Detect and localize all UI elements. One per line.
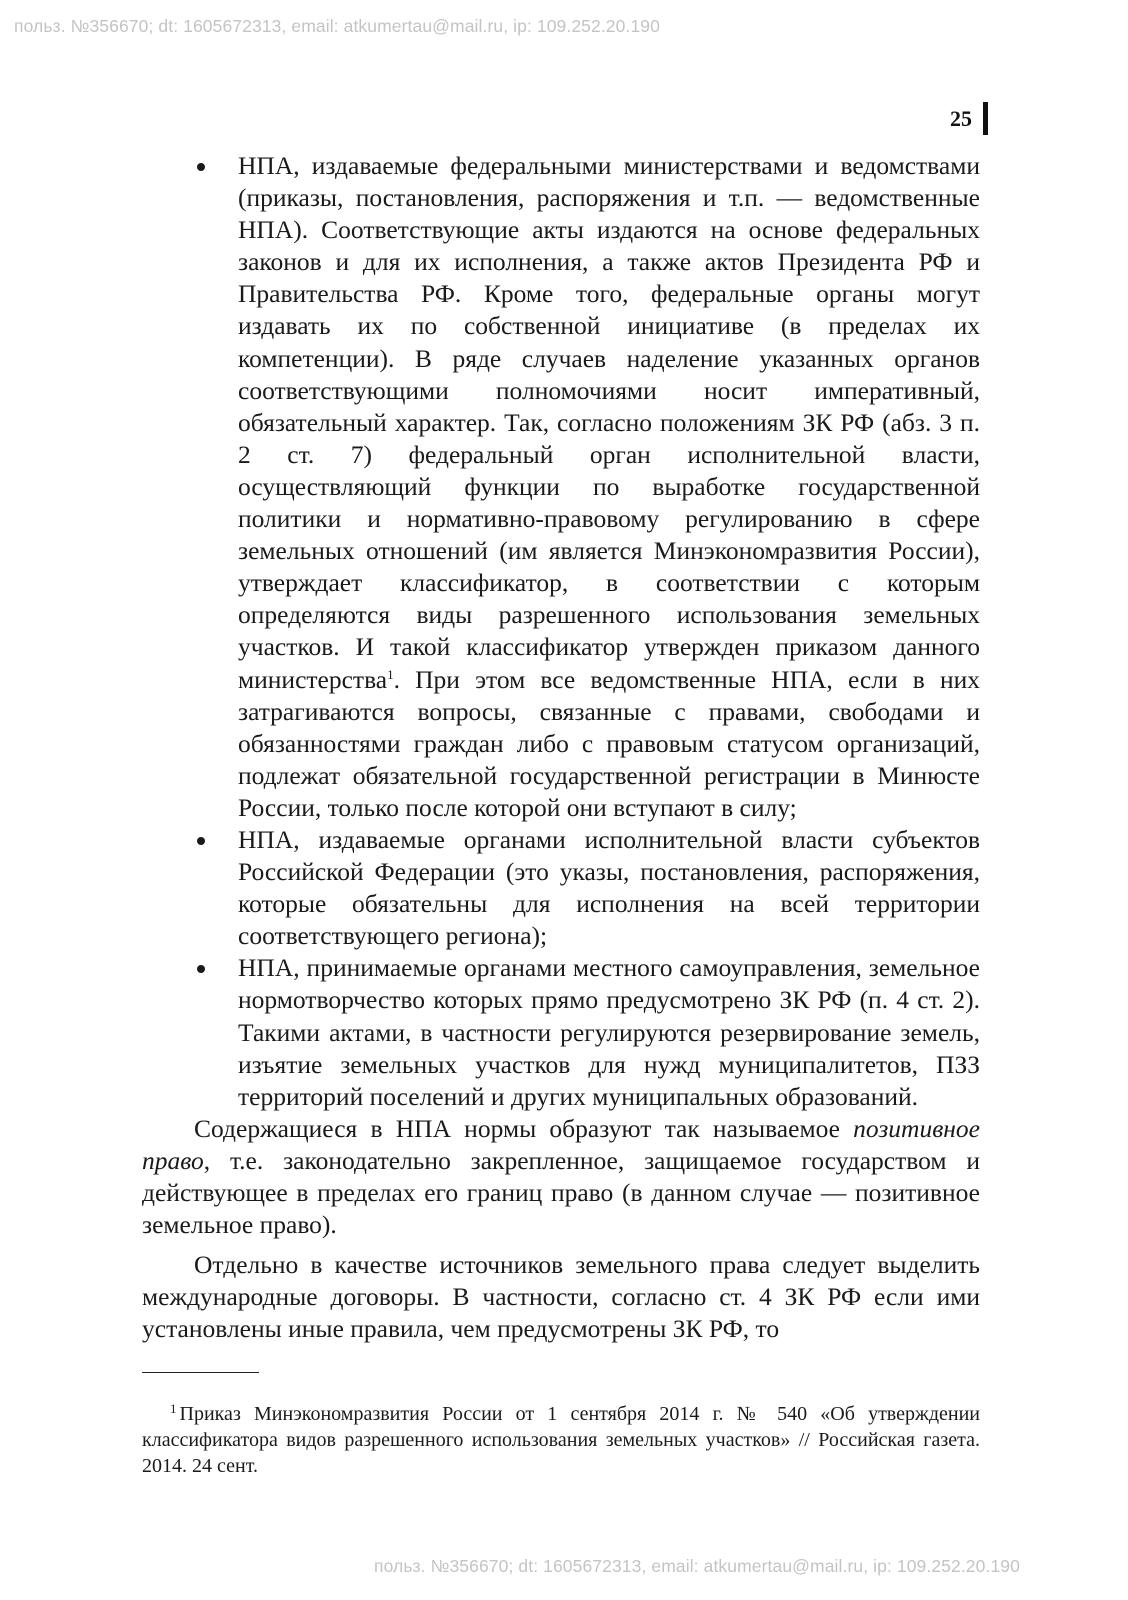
paragraph-text-part: , т.е. законодательно закрепленное, защищаемое государством и действующее в пределах его границ право (в данном случае — позитивное земельное право). (142, 1145, 980, 1240)
bullet-item (142, 150, 980, 824)
main-text (142, 150, 980, 1345)
footnote (142, 1401, 980, 1479)
bullet-item (142, 952, 980, 1112)
bullet-text-part: НПА, издаваемые федеральными министерствами и ведомствами (приказы, постановления, распоряжения и т.п. — ведомственные НПА). Соответствующие акты издаются на основе федеральных законов и для их исполнения, а также актов Президента РФ и Правительства РФ. Кроме того, федеральные органы могут издавать их по собственной инициативе (в пределах их компетенции). В ряде случаев наделение указанных органов соответствующими полномочиями носит императивный, обязательный характер. Так, согласно положениям ЗК РФ (абз. 3 п. 2 ст. 7) федеральный орган исполнительной власти, осуществляющий функции по выработке государственной политики и нормативно-правовому регулированию в сфере земельных отношений (им является Минэкономразвития России), утверждает классификатор, в соответствии с которым определяются виды разрешенного использования земельных участков. И такой классификатор утвержден приказом данного министерства (238, 151, 980, 694)
watermark-bottom: польз. №356670; dt: 1605672313, email: atkumertau@mail.ru, ip: 109.252.20.190 (374, 1556, 1020, 1576)
bullet-icon (197, 837, 205, 845)
bullet-icon (197, 163, 205, 171)
paragraph-text-part: Содержащиеся в НПА нормы образуют так называемое (194, 1113, 854, 1143)
bullet-icon (197, 965, 205, 973)
page-number-bar (983, 102, 988, 135)
bullet-text (238, 150, 980, 824)
footnote-number: 1 (170, 1401, 177, 1416)
page-number: 25 (950, 106, 972, 131)
bullet-item (142, 824, 980, 952)
watermark-top: польз. №356670; dt: 1605672313, email: atkumertau@mail.ru, ip: 109.252.20.190 (14, 16, 660, 36)
bullet-text: НПА, принимаемые органами местного самоуправления, земельное нормотворчество которых прямо предусмотрено ЗК РФ (п. 4 ст. 2). Такими актами, в частности регулируются резервирование земель, изъятие земельных участков для нужд муниципалитетов, ПЗЗ территорий поселений и других муниципальных образований. (238, 953, 980, 1111)
footnote-text: Приказ Минэкономразвития России от 1 сентября 2014 г. № 540 «Об утверждении классификатора видов разрешенного использования земельных участков» // Российская газета. 2014. 24 сент. (142, 1403, 980, 1477)
italic-term: позитивное право (142, 1113, 980, 1175)
bullet-text: НПА, издаваемые органами исполнительной власти субъектов Российской Федерации (это указы, постановления, распоряжения, которые обязательны для исполнения на всей территории соответствующего региона); (238, 824, 980, 951)
paragraph: Отдельно в качестве источников земельного права следует выделить международные договоры. В частности, согласно ст. 4 ЗК РФ если ими установлены иные правила, чем предусмотрены ЗК РФ, то (142, 1250, 980, 1344)
paragraph (142, 1113, 980, 1241)
footnote-divider (142, 1372, 259, 1373)
footnote-reference: 1 (387, 666, 394, 682)
bullet-text-part: . При этом все ведомственные НПА, если в них затрагиваются вопросы, связанные с правами, свободами и обязанностями граждан либо с правовым статусом организаций, подлежат обязательной государственной регистрации в Минюсте России, только после которой они вступают в силу; (238, 664, 980, 822)
